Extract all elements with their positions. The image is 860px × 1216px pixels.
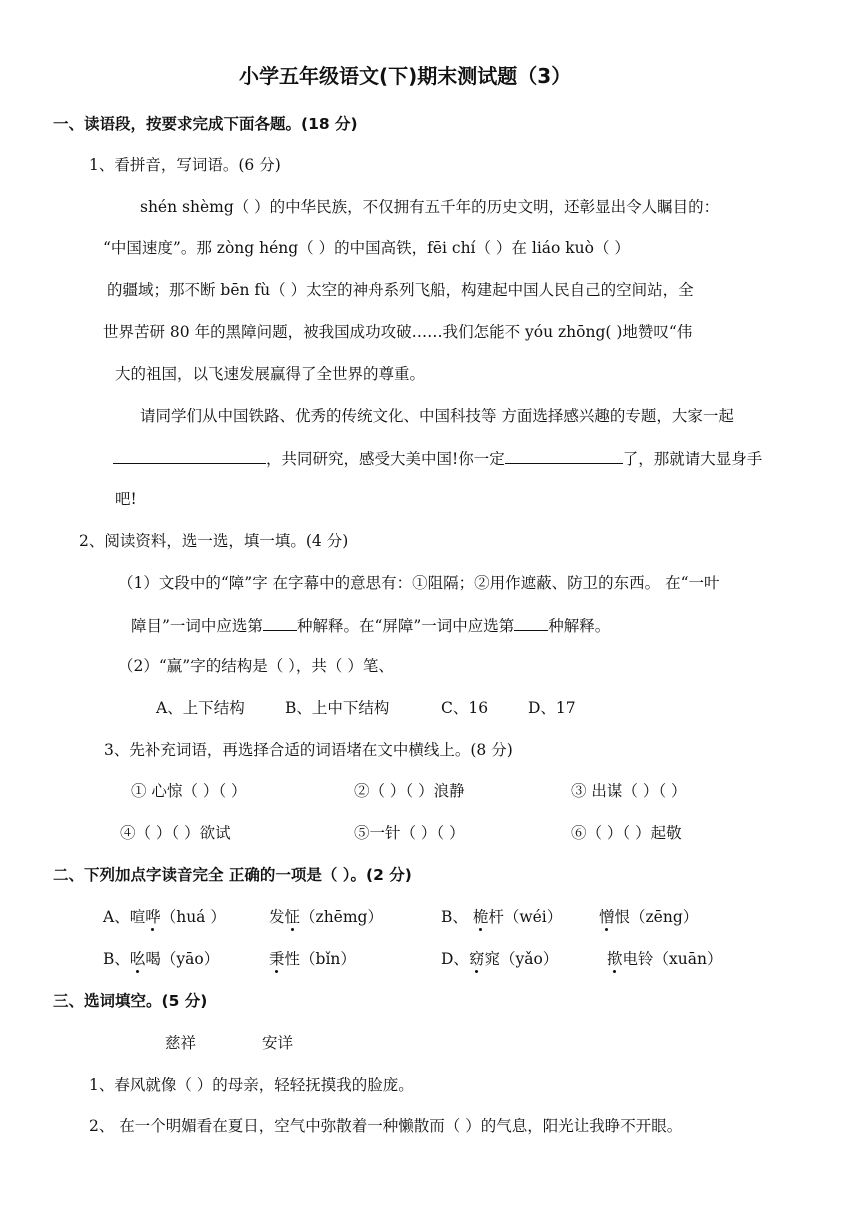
choice-text: B、 [103,950,130,968]
choice-text: 发 [269,908,285,926]
fill-question-2: 2、 在一个明媚看在夏日，空气中弥散着一种懒散而（ ）的气息，阳光让我睁不开眼。 [89,1117,683,1135]
word-choice-2: 安详 [262,1034,294,1052]
choice-text: 杆（wéi） [488,908,563,926]
question-1-2-2: （2）“赢”字的结构是（ ），共（ ）笔、 [118,657,394,675]
choice-text: D、 [441,950,469,968]
question-1-2: 2、阅读资料，选一选，填一填。(4 分) [79,532,349,550]
pinyin-choice-b-2 [599,907,698,927]
section-1-heading: 一、读语段，按要求完成下面各题。(18 分) [53,115,358,133]
dotted-char: 哗 [145,908,161,926]
passage-line-5: 大的祖国，以飞速发展赢得了全世界的尊重。 [115,365,426,383]
choice-option-a: A、上下结构 [156,699,245,717]
choice-text: （huá ） [160,908,226,926]
choice-text: 喝（yāo） [145,950,220,968]
choice-text: B、 [441,908,473,926]
passage-line-4: 世界苦研 80 年的黑障问题，被我国成功攻破……我们怎能不 yóu zhōng( )地赞叹“伟 [103,323,693,341]
fill-text: 障目”一词中应选第 [131,617,263,635]
dotted-char: 秉 [269,950,285,968]
answer-blank[interactable] [514,614,548,631]
pinyin-choice-d-2 [607,949,722,969]
dotted-char: 吆 [129,950,146,968]
passage-line-8: 吧! [115,490,137,508]
pinyin-choice-c-2 [269,949,356,969]
dotted-char: 揿 [607,950,623,968]
passage-line-1: shén shèmg（ ）的中华民族，不仅拥有五千年的历史文明，还彰显出令人瞩目的： [140,198,720,216]
answer-blank[interactable] [263,614,297,631]
answer-blank[interactable] [505,447,623,464]
question-1-2-1-line-2 [131,614,610,636]
fill-text: 种解释。在“屏障”一词中应选第 [296,617,515,635]
idiom-item-4: ④（ ）（ ）欲试 [120,824,231,842]
passage-line-6: 请同学们从中国铁路、优秀的传统文化、中国科技等 方面选择感兴趣的专题，大家一起 [140,407,734,425]
dotted-char: 怔 [284,908,301,926]
choice-text: 性（bǐn） [284,950,356,968]
idiom-item-5: ⑤一针（ ）（ ） [354,824,465,842]
idiom-item-6: ⑥（ ）（ ）起敬 [571,824,682,842]
passage-line-2: “中国速度”。那 zòng héng（ ）的中国高铁，fēi chí（ ）在 liáo kuò（ ） [103,239,630,257]
pinyin-choice-a-2 [269,907,383,927]
section-3-heading: 三、选词填空。(5 分) [53,992,208,1010]
idiom-item-2: ②（ ）（ ）浪静 [354,782,465,800]
choice-text: （zhēmg） [300,908,383,926]
question-1-2-1-line-1: （1）文段中的“障”字 在字幕中的意思有：①阻隔；②用作遮蔽、防卫的东西。 在“一叶 [118,574,720,592]
pinyin-choice-a-1 [103,907,226,927]
passage-line-7-middle: ，共同研究，感受大美中国!你一定 [266,450,505,468]
passage-line-7-end: 了，那就请大显身手 [622,450,763,468]
passage-line-7 [113,447,762,469]
section-2-heading: 二、下列加点字读音完全 正确的一项是（ ）。(2 分) [53,866,412,884]
choice-text: 窕（yǎo） [484,950,559,968]
idiom-item-3: ③ 出谋（ ）（ ） [571,782,687,800]
choice-option-c: C、16 [441,699,489,717]
pinyin-choice-d-1 [441,949,558,969]
choice-option-d: D、17 [528,699,576,717]
dotted-char: 窈 [468,950,485,968]
dotted-char: 憎 [599,908,615,926]
choice-option-b: B、上中下结构 [285,699,390,717]
word-choice-1: 慈祥 [165,1034,197,1052]
choice-text: 恨（zēng） [614,908,699,926]
passage-line-3: 的疆域；那不断 bēn fù（ ）太空的神舟系列飞船，构建起中国人民自己的空间站，全 [107,281,694,299]
question-1-3: 3、先补充词语，再选择合适的词语堵在文中横线上。(8 分) [104,741,513,759]
choice-text: A、喧 [103,908,146,926]
pinyin-choice-c-1 [103,949,219,969]
answer-blank[interactable] [113,447,266,464]
fill-question-1: 1、春风就像（ ）的母亲，轻轻抚摸我的脸庞。 [89,1076,414,1094]
dotted-char: 桅 [472,908,489,926]
page-title: 小学五年级语文(下)期末测试题（3） [239,64,572,88]
idiom-item-1: ① 心惊（ ）（ ） [131,782,247,800]
choice-text: 电铃（xuān） [622,950,723,968]
question-1-1: 1、看拼音，写词语。(6 分) [89,156,281,174]
pinyin-choice-b-1 [441,907,562,927]
fill-text: 种解释。 [548,617,611,635]
